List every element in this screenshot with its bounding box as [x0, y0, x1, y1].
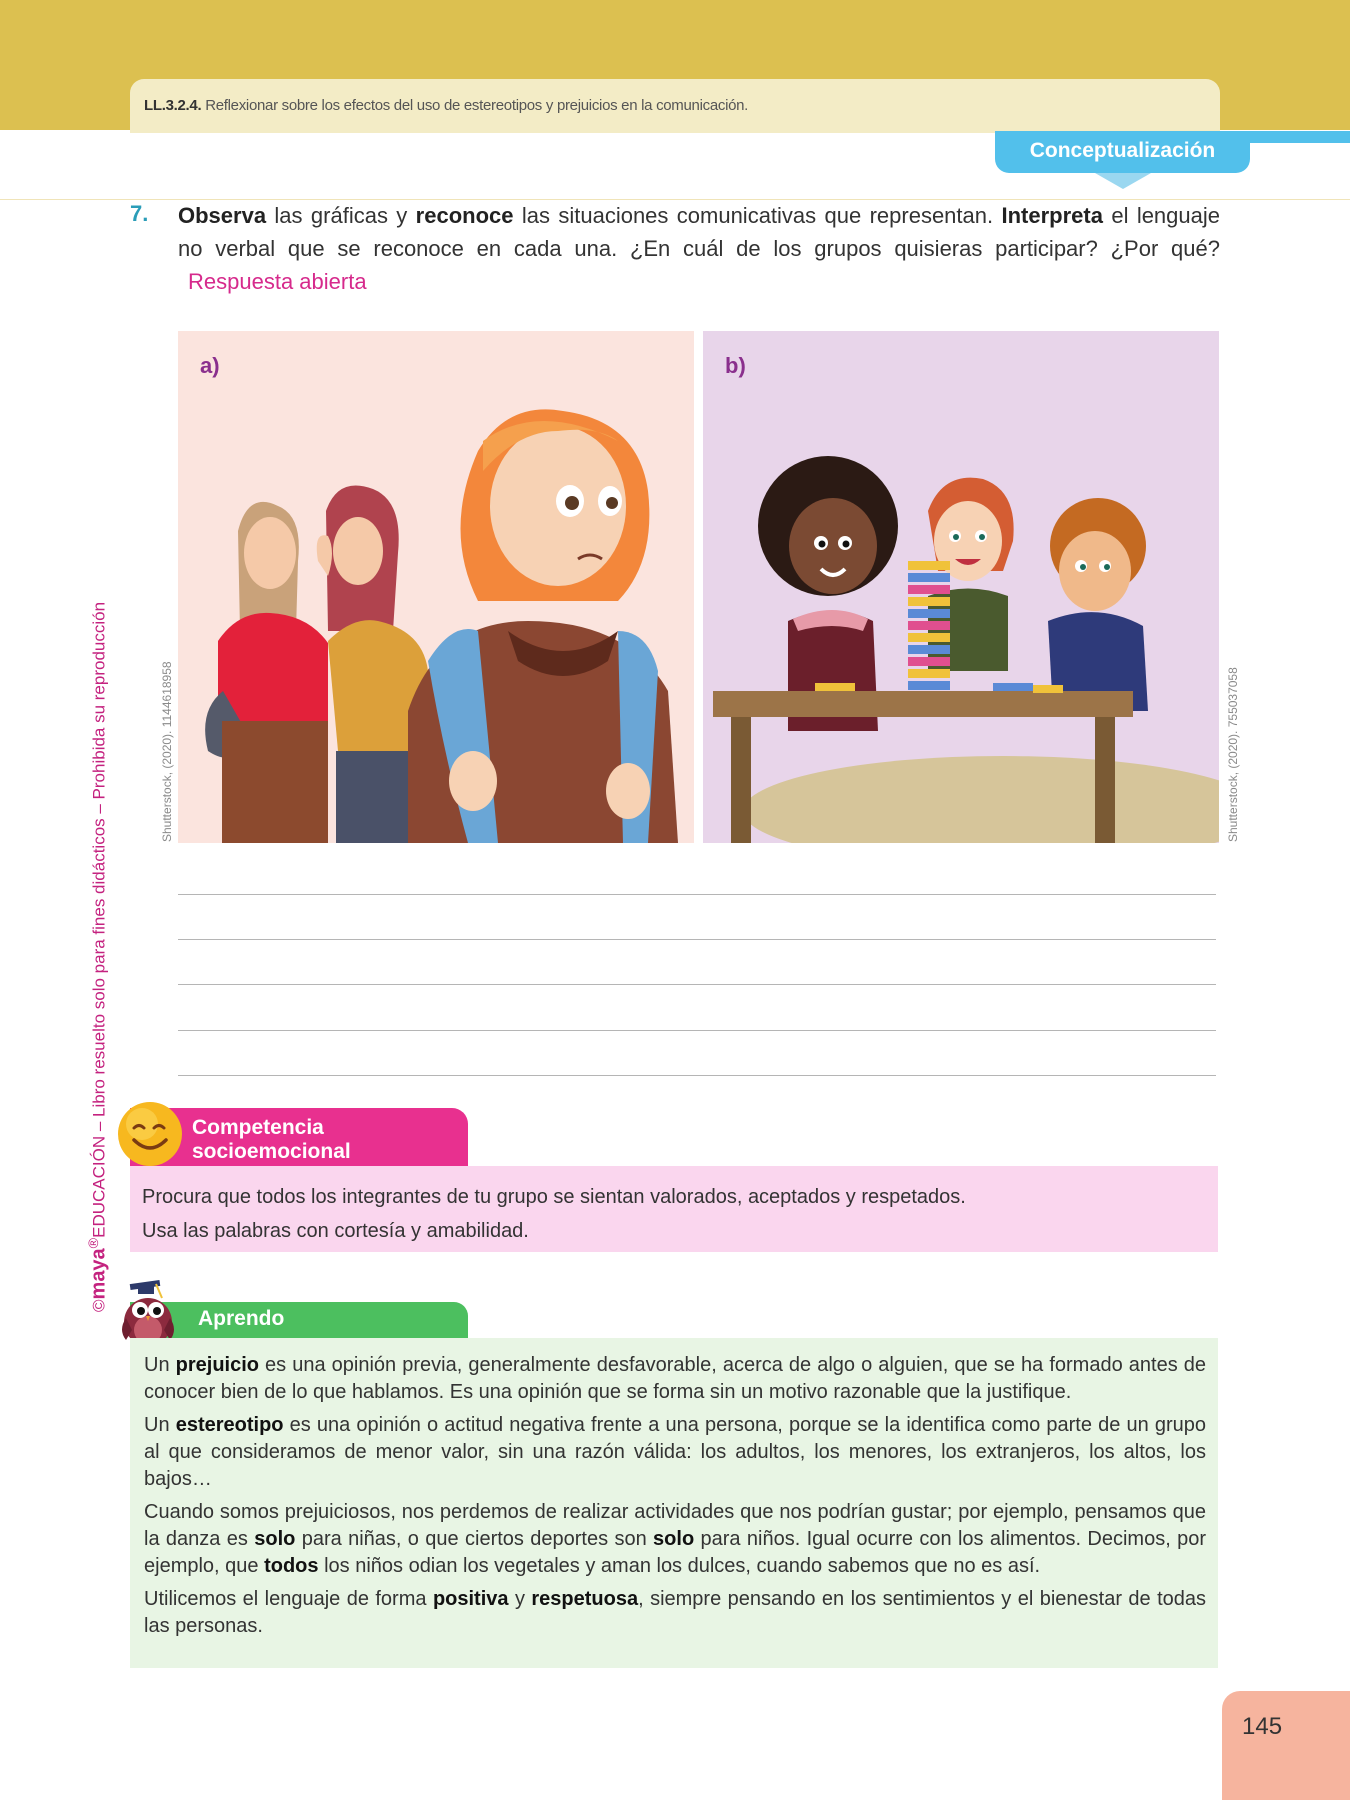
aprendo-segment-text: y	[508, 1588, 532, 1610]
illustration-girls-gossip	[178, 331, 694, 843]
answer-line-4[interactable]	[178, 1030, 1216, 1031]
aprendo-paragraph	[144, 1586, 1206, 1640]
registered-mark: ®	[86, 1237, 102, 1249]
aprendo-segment-bold: estereotipo	[175, 1414, 284, 1436]
question-parts	[178, 203, 1220, 261]
section-tab: Conceptualización	[995, 131, 1250, 173]
copyright-prefix: ©	[89, 1299, 109, 1312]
aprendo-paragraph	[144, 1499, 1206, 1580]
smiley-icon	[116, 1100, 184, 1168]
aprendo-segment-bold: solo	[254, 1528, 296, 1550]
skill-code: LL.3.2.4.	[144, 97, 202, 114]
aprendo-paragraph	[144, 1352, 1206, 1406]
aprendo-segment-bold: respetuosa	[531, 1588, 639, 1610]
competencia-line-1: Procura que todos los integrantes de tu grupo se sientan valorados, aceptados y respetados.	[142, 1186, 966, 1208]
section-bar	[1250, 131, 1350, 143]
image-credit-a: Shutterstock, (2020). 1144618958	[160, 661, 174, 842]
page-number: 145	[1222, 1691, 1350, 1800]
aprendo-segment-text: para niñas, o que ciertos deportes son	[295, 1528, 654, 1550]
aprendo-segment-text: los niños odian los vegetales y aman los dulces, cuando sabemos que no es así.	[318, 1555, 1041, 1577]
aprendo-segment-bold: todos	[264, 1555, 319, 1577]
aprendo-segment-text: , siempre pensando en los sentimientos y el bienestar de todas las personas.	[144, 1588, 1206, 1637]
answer-line-2[interactable]	[178, 939, 1216, 940]
image-panel-b	[703, 331, 1219, 843]
brand-name: maya	[87, 1248, 110, 1300]
aprendo-segment-text: es una opinión o actitud negativa frente a una persona, porque se la identifica como parte de un grupo al que consideramos de menor valor, sin una razón válida: los adultos, los menores, los extranjeros, los altos, los bajos…	[144, 1414, 1207, 1490]
answer-line-5[interactable]	[178, 1075, 1216, 1076]
aprendo-segment-text: Un	[144, 1354, 176, 1376]
question-segment-bold: reconoce	[415, 203, 514, 228]
question-segment-bold: Interpreta	[1001, 203, 1103, 228]
aprendo-segment-text: para niños. Igual ocurre con los alimentos. Decimos, por ejemplo, que	[144, 1528, 1207, 1577]
aprendo-segment-bold: prejuicio	[175, 1354, 259, 1376]
question-segment-bold: Observa	[178, 203, 267, 228]
skill-box	[130, 79, 1220, 133]
skill-text: Reflexionar sobre los efectos del uso de estereotipos y prejuicios en la comunicación.	[205, 97, 749, 114]
aprendo-header: Aprendo	[130, 1302, 468, 1338]
image-label-a: a)	[200, 353, 220, 378]
illustration-kids-playing	[703, 331, 1219, 843]
competencia-line-2: Usa las palabras con cortesía y amabilidad.	[142, 1220, 529, 1242]
aprendo-segment-text: Un	[144, 1414, 176, 1436]
question-text	[178, 199, 1220, 298]
image-label-b: b)	[725, 353, 746, 378]
aprendo-segment-bold: positiva	[432, 1588, 509, 1610]
aprendo-segment-text: es una opinión previa, generalmente desfavorable, acerca de algo o alguien, que se ha formado antes de conocer bien de lo que hablamos. Es una opinión que se forma sin un motivo razonable que la justifique.	[144, 1354, 1207, 1403]
question-number: 7.	[130, 201, 149, 226]
competencia-title-line1: Competencia	[192, 1116, 324, 1139]
aprendo-segment-text: Cuando somos prejuiciosos, nos perdemos de realizar actividades que nos podrían gustar; por ejemplo, pensamos que la danza es	[144, 1501, 1206, 1550]
image-credit-b: Shutterstock, (2020). 755037058	[1226, 667, 1240, 842]
copyright-text: EDUCACIÓN – Libro resuelto solo para fines didácticos – Prohibida su reproducción	[89, 601, 109, 1238]
answer-line-3[interactable]	[178, 984, 1216, 985]
question-segment-text: las situaciones comunicativas que representan.	[513, 203, 1002, 228]
copyright-note	[86, 602, 111, 1312]
question-segment-text: el lenguaje no verbal que se reconoce en cada una. ¿En cuál de los grupos quisieras participar? ¿Por qué?	[178, 203, 1221, 261]
competencia-title-line2: socioemocional	[192, 1140, 351, 1163]
competencia-body	[130, 1166, 1218, 1252]
answer-text: Respuesta abierta	[188, 269, 367, 294]
question-segment-text: las gráficas y	[266, 203, 416, 228]
answer-line-1[interactable]	[178, 894, 1216, 895]
aprendo-segment-bold: solo	[653, 1528, 695, 1550]
aprendo-body	[130, 1338, 1218, 1668]
image-panel-a	[178, 331, 694, 843]
aprendo-segment-text: Utilicemos el lenguaje de forma	[144, 1588, 433, 1610]
aprendo-paragraph	[144, 1412, 1206, 1493]
